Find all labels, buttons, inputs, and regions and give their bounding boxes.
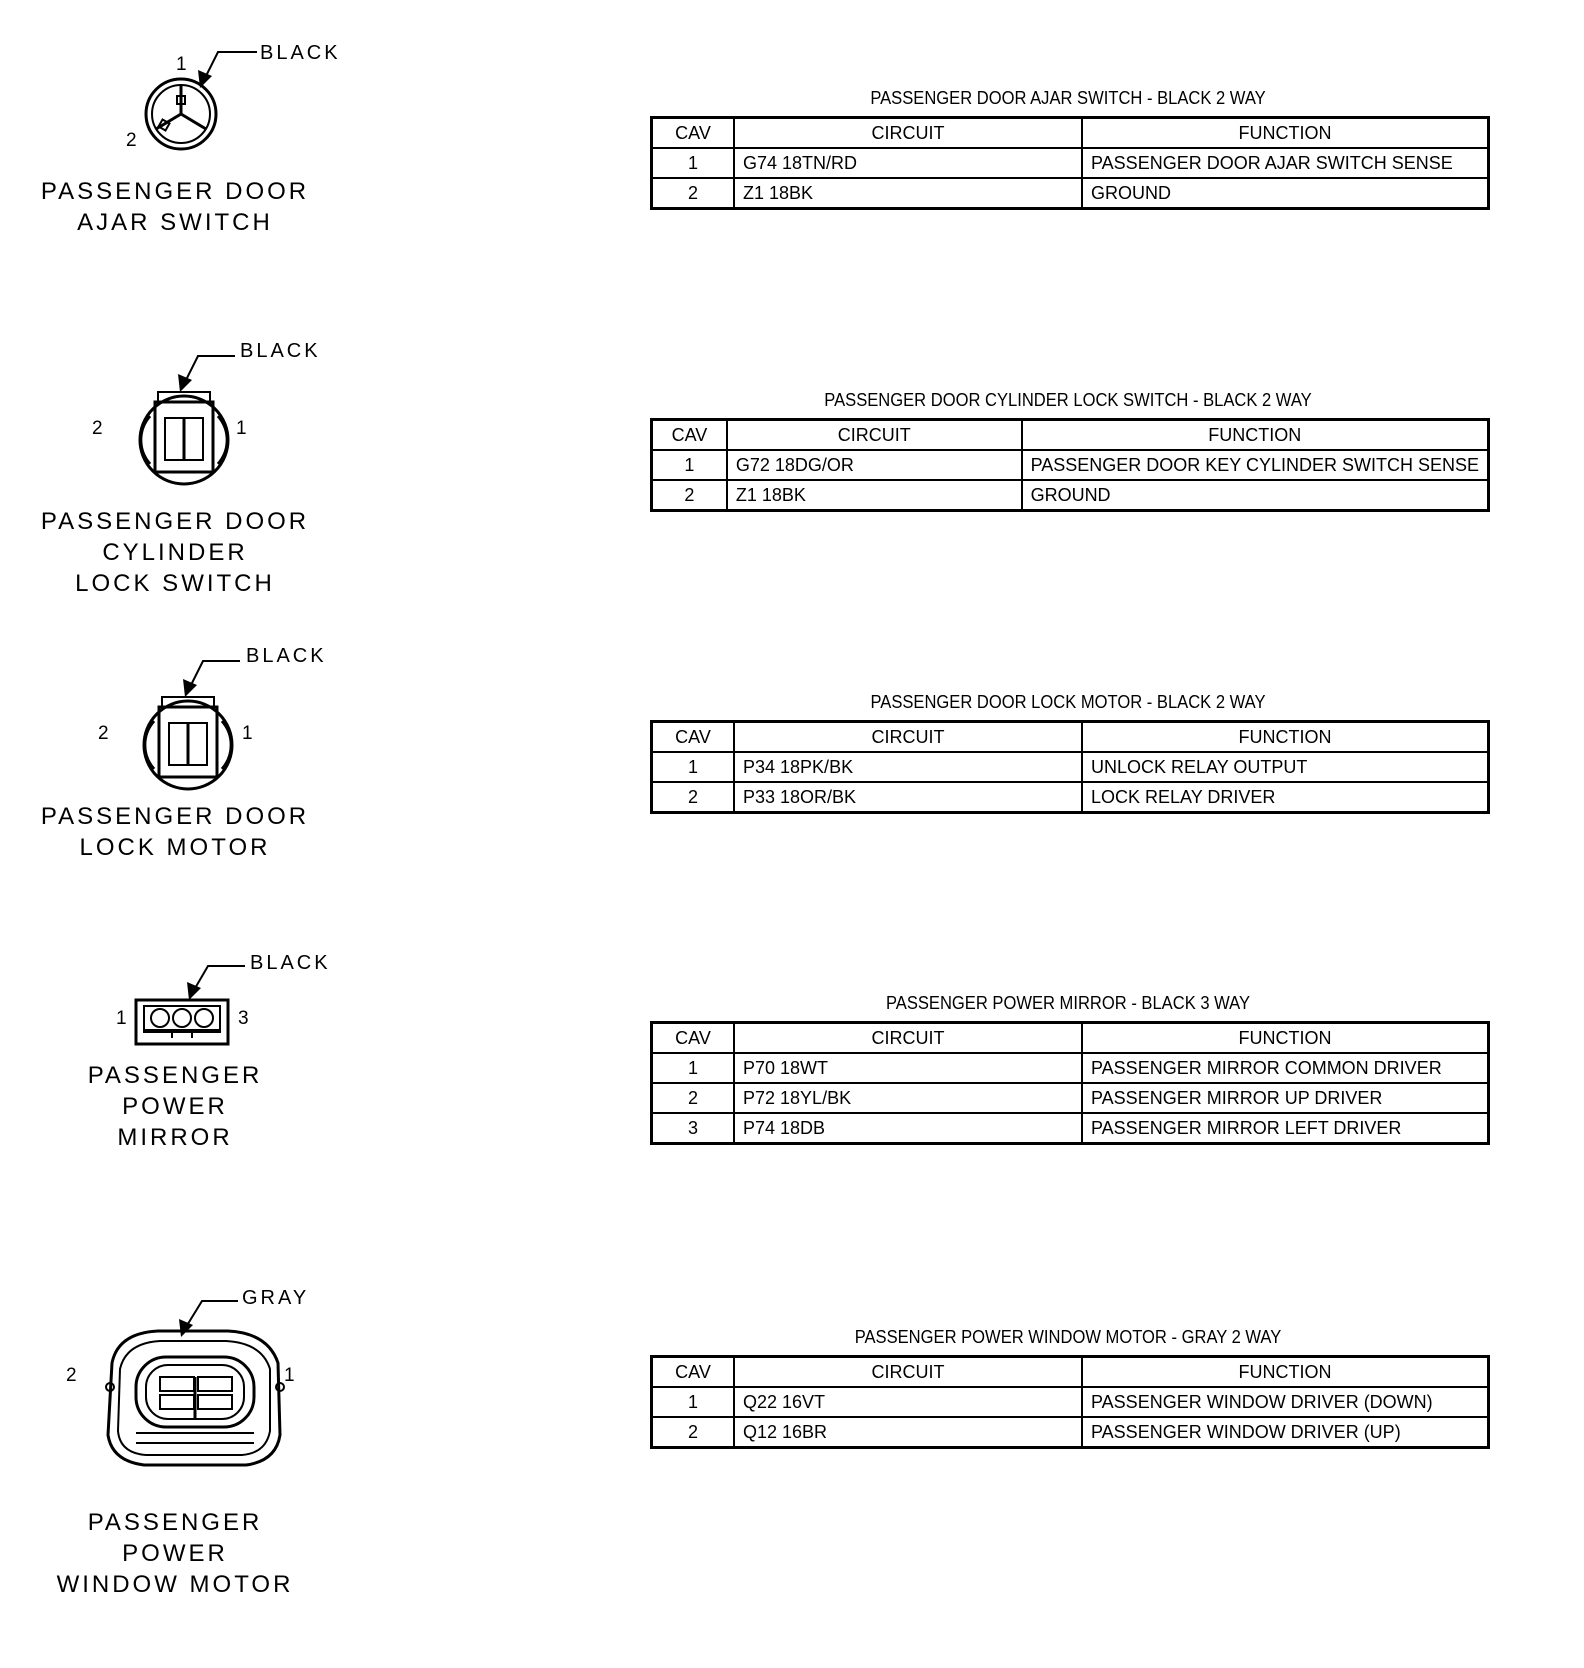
circuit-cell: P74 18DB — [734, 1113, 1082, 1144]
function-cell: UNLOCK RELAY OUTPUT — [1082, 752, 1489, 782]
circuit-cell: Z1 18BK — [734, 178, 1082, 209]
connector-table — [650, 1021, 1490, 1145]
cav-cell: 2 — [652, 1083, 735, 1113]
function-cell: PASSENGER MIRROR UP DRIVER — [1082, 1083, 1489, 1113]
table-header-row — [652, 1357, 1489, 1388]
function-cell: LOCK RELAY DRIVER — [1082, 782, 1489, 813]
caption-line: CYLINDER — [102, 539, 248, 566]
function-cell: GROUND — [1022, 480, 1489, 511]
connector-table — [650, 116, 1490, 210]
connector-caption — [40, 176, 310, 238]
table-row — [652, 1387, 1489, 1417]
circuit-cell: P33 18OR/BK — [734, 782, 1082, 813]
wire-color-label: BLACK — [250, 952, 331, 974]
pin-label: 2 — [92, 418, 103, 439]
table-row — [652, 148, 1489, 178]
table-header-row — [652, 118, 1489, 149]
connector-diagram — [40, 645, 370, 875]
connector-diagram — [40, 340, 370, 610]
header-function: FUNCTION — [1082, 722, 1489, 753]
function-cell: PASSENGER DOOR KEY CYLINDER SWITCH SENSE — [1022, 450, 1489, 480]
pin-label: 1 — [176, 54, 187, 75]
cav-cell: 1 — [652, 148, 735, 178]
wire-color-label: BLACK — [240, 340, 321, 362]
header-circuit: CIRCUIT — [734, 1023, 1082, 1054]
caption-line: PASSENGER DOOR — [40, 508, 310, 535]
pin-label: 1 — [116, 1008, 127, 1029]
function-cell: PASSENGER MIRROR LEFT DRIVER — [1082, 1113, 1489, 1144]
pin-label: 1 — [284, 1365, 295, 1386]
header-cav: CAV — [652, 420, 727, 451]
pin-label: 3 — [238, 1008, 249, 1029]
connector-table — [650, 720, 1490, 814]
caption-line: PASSENGER DOOR — [40, 803, 310, 830]
cav-cell: 2 — [652, 782, 735, 813]
cav-cell: 2 — [652, 480, 727, 511]
caption-line: AJAR SWITCH — [77, 209, 273, 236]
table-row — [652, 178, 1489, 209]
circuit-cell: P70 18WT — [734, 1053, 1082, 1083]
connector-caption — [40, 801, 310, 863]
header-function: FUNCTION — [1082, 1023, 1489, 1054]
caption-line: PASSENGER POWER — [87, 1509, 263, 1567]
caption-line: PASSENGER DOOR — [40, 178, 310, 205]
cav-cell: 3 — [652, 1113, 735, 1144]
cav-cell: 1 — [652, 752, 735, 782]
connector-caption — [40, 506, 310, 599]
header-circuit: CIRCUIT — [734, 118, 1082, 149]
header-circuit: CIRCUIT — [734, 1357, 1082, 1388]
table-row — [652, 480, 1489, 511]
window-motor-connector-icon — [40, 1285, 370, 1485]
cav-cell: 2 — [652, 178, 735, 209]
caption-line: LOCK MOTOR — [79, 834, 271, 861]
table-row — [652, 1083, 1489, 1113]
table-title: PASSENGER DOOR LOCK MOTOR - BLACK 2 WAY — [870, 692, 1266, 712]
table-row — [652, 1113, 1489, 1144]
header-circuit: CIRCUIT — [727, 420, 1022, 451]
circuit-cell: Z1 18BK — [727, 480, 1022, 511]
connector-diagram — [40, 40, 370, 240]
wire-color-label: BLACK — [246, 645, 327, 667]
table-title: PASSENGER POWER MIRROR - BLACK 3 WAY — [885, 993, 1251, 1013]
caption-line: PASSENGER POWER — [87, 1062, 263, 1120]
table-row — [652, 752, 1489, 782]
pin-label: 2 — [126, 130, 137, 151]
table-row — [652, 450, 1489, 480]
function-cell: PASSENGER WINDOW DRIVER (DOWN) — [1082, 1387, 1489, 1417]
header-cav: CAV — [652, 118, 735, 149]
connector-table — [650, 418, 1490, 512]
pin-label: 2 — [66, 1365, 77, 1386]
table-header-row — [652, 1023, 1489, 1054]
function-cell: PASSENGER MIRROR COMMON DRIVER — [1082, 1053, 1489, 1083]
wire-color-label: BLACK — [260, 42, 341, 64]
connector-diagram — [40, 950, 370, 1150]
pin-label: 1 — [236, 418, 247, 439]
header-function: FUNCTION — [1082, 1357, 1489, 1388]
header-function: FUNCTION — [1082, 118, 1489, 149]
connector-caption — [40, 1060, 310, 1153]
header-cav: CAV — [652, 722, 735, 753]
header-cav: CAV — [652, 1023, 735, 1054]
function-cell: PASSENGER WINDOW DRIVER (UP) — [1082, 1417, 1489, 1448]
cav-cell: 1 — [652, 450, 727, 480]
header-cav: CAV — [652, 1357, 735, 1388]
cav-cell: 1 — [652, 1053, 735, 1083]
wire-color-label: GRAY — [242, 1287, 310, 1309]
caption-line: WINDOW MOTOR — [56, 1571, 294, 1598]
function-cell: GROUND — [1082, 178, 1489, 209]
table-title: PASSENGER DOOR AJAR SWITCH - BLACK 2 WAY — [870, 88, 1266, 108]
caption-line: MIRROR — [117, 1124, 233, 1151]
pin-label: 2 — [98, 723, 109, 744]
header-circuit: CIRCUIT — [734, 722, 1082, 753]
table-header-row — [652, 722, 1489, 753]
connector-diagram — [40, 1285, 370, 1598]
circuit-cell: Q12 16BR — [734, 1417, 1082, 1448]
circuit-cell: G74 18TN/RD — [734, 148, 1082, 178]
header-function: FUNCTION — [1022, 420, 1489, 451]
table-title: PASSENGER DOOR CYLINDER LOCK SWITCH - BLACK 2 WAY — [824, 390, 1312, 410]
function-cell: PASSENGER DOOR AJAR SWITCH SENSE — [1082, 148, 1489, 178]
table-title: PASSENGER POWER WINDOW MOTOR - GRAY 2 WAY — [854, 1327, 1282, 1347]
table-row — [652, 1053, 1489, 1083]
circuit-cell: P72 18YL/BK — [734, 1083, 1082, 1113]
table-header-row — [652, 420, 1489, 451]
connector-table — [650, 1355, 1490, 1449]
cav-cell: 2 — [652, 1417, 735, 1448]
table-row — [652, 1417, 1489, 1448]
connector-caption — [40, 1507, 310, 1600]
circuit-cell: G72 18DG/OR — [727, 450, 1022, 480]
table-row — [652, 782, 1489, 813]
circuit-cell: P34 18PK/BK — [734, 752, 1082, 782]
cav-cell: 1 — [652, 1387, 735, 1417]
circuit-cell: Q22 16VT — [734, 1387, 1082, 1417]
caption-line: LOCK SWITCH — [75, 570, 275, 597]
pin-label: 1 — [242, 723, 253, 744]
